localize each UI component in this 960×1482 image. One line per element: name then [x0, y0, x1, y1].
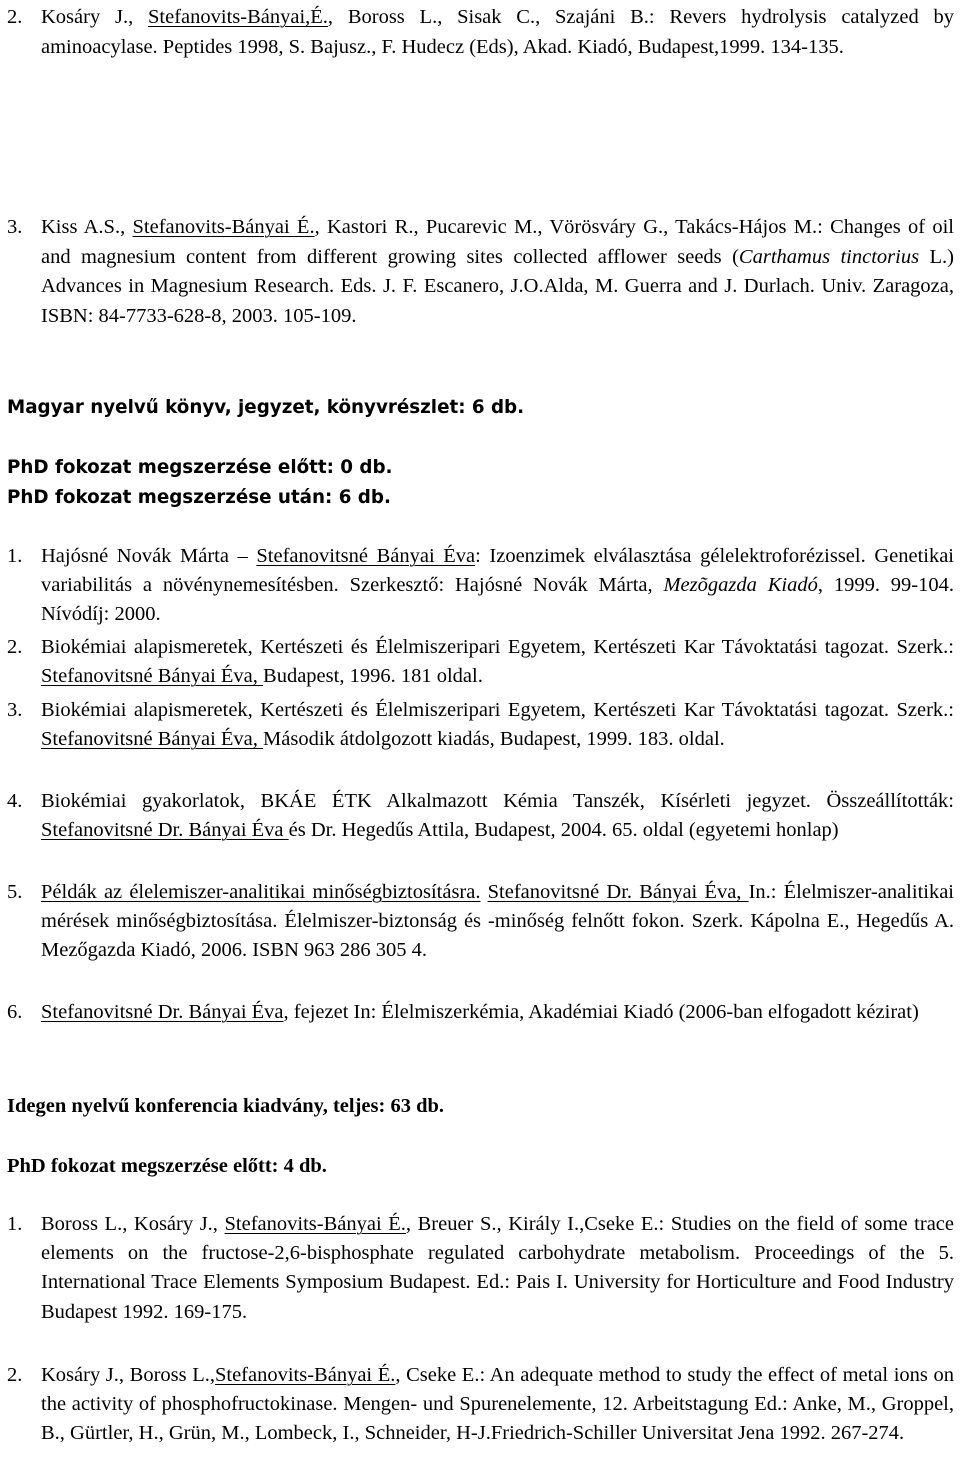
- list-item-text: Kosáry J., Stefanovits-Bányai,É., Boross L., Sisak C., Szajáni B.: Revers hydrolysis catalyzed by aminoacylase. Peptides 1998, S. Bajusz., F. Hudecz (Eds), Akad. Kiadó, Budapest,1999. 134-135.: [41, 6, 954, 58]
- list-item-text: Hajósné Novák Márta – Stefanovitsné Bányai Éva: Izoenzimek elválasztása gélelektroforézissel. Genetikai variabilitás a növénynemesítésben. Szerkesztő: Hajósné Novák Márta, Mezõgazda Kiadó, 1999. 99-104. Nívódíj: 2000.: [41, 545, 955, 626]
- list-item-number: 6.: [7, 1001, 23, 1023]
- author-highlight: Stefanovitsné Bányai Éva: [256, 545, 476, 567]
- chapter-title: Példák az élelemiszer-analitikai minőségbiztosításra.: [41, 881, 481, 903]
- list-item-text: Biokémiai alapismeretek, Kertészeti és Élelmiszeripari Egyetem, Kertészeti Kar Távoktatási tagozat. Szerk.: Stefanovitsné Bányai Éva, Második átdolgozott kiadás, Budapest, 1999. 183. oldal.: [41, 699, 954, 751]
- list-item-text: Stefanovitsné Dr. Bányai Éva, fejezet In: Élelmiszerkémia, Akadémiai Kiadó (2006-ban elfogadott kézirat): [41, 1001, 919, 1023]
- list-item-text: Kosáry J., Boross L.,Stefanovits-Bányai É., Cseke E.: An adequate method to study the effect of metal ions on the activity of phosphofructokinase. Mengen- und Spurenelemente, 12. Arbeitstagung Ed.: Anke, M., Groppel, B., Gürtler, H., Grün, M., Lombeck, I., Schneider, H-J.Friedrich-Schiller Universitat Jena 1992. 267-274.: [41, 1364, 955, 1445]
- author-highlight: Stefanovits-Bányai É.: [214, 1364, 396, 1386]
- list-item: [7, 696, 954, 754]
- list-item: [7, 1361, 954, 1449]
- section-heading-foreign-conf: Idegen nyelvű konferencia kiadvány, teljes: 63 db.: [7, 1095, 444, 1117]
- list-item: [7, 787, 954, 845]
- list-item-text: Biokémiai gyakorlatok, BKÁE ÉTK Alkalmazott Kémia Tanszék, Kísérleti jegyzet. Összeállították: Stefanovitsné Dr. Bányai Éva és Dr. Hegedűs Attila, Budapest, 2004. 65. oldal (egyetemi honlap): [41, 790, 954, 842]
- subheading-phd-before: PhD fokozat megszerzése előtt: 0 db.: [7, 457, 393, 478]
- list-item-number: 1.: [7, 1213, 23, 1235]
- author-highlight: Stefanovitsné Bányai Éva,: [41, 728, 264, 751]
- list-item: [7, 213, 954, 331]
- list-item-number: 5.: [7, 881, 23, 903]
- list-item-number: 2.: [7, 636, 23, 658]
- list-item: [7, 542, 954, 630]
- author-highlight: Stefanovits-Bányai É.: [224, 1213, 406, 1235]
- list-item-number: 1.: [7, 545, 23, 567]
- list-item: [7, 633, 954, 691]
- list-item-text: Példák az élelemiszer-analitikai minőségbiztosításra. Stefanovitsné Dr. Bányai Éva, In.: Élelmiszer-analitikai mérések minőségbiztosítása. Élelmiszer-biztonság és -minőség felnőtt fokon. Szerk. Kápolna E., Hegedűs A. Mezőgazda Kiadó, 2006. ISBN 963 286 305 4.: [41, 881, 955, 962]
- list-item: [7, 998, 954, 1027]
- author-highlight: Stefanovitsné Dr. Bányai Éva,: [487, 881, 749, 903]
- list-item-number: 2.: [7, 6, 23, 28]
- species-name: Carthamus tinctorius: [738, 245, 920, 268]
- subheading-phd-after: PhD fokozat megszerzése után: 6 db.: [7, 487, 391, 508]
- list-item-text: Kiss A.S., Stefanovits-Bányai É., Kastori R., Pucarevic M., Vörösváry G., Takács-Hájos M.: Changes of oil and magnesium content from different growing sites collected afflower seeds (Carthamus tinctorius L.) Advances in Magnesium Research. Eds. J. F. Escanero, J.O.Alda, M. Guerra and J. Durlach. Univ. Zaragoza, ISBN: 84-7733-628-8, 2003. 105-109.: [41, 216, 954, 327]
- author-highlight: Stefanovitsné Dr. Bányai Éva: [41, 1001, 284, 1023]
- list-item-number: 3.: [7, 699, 23, 721]
- author-highlight: Stefanovits-Bányai É.: [132, 216, 315, 238]
- publisher-name: Mezõgazda Kiadó: [663, 574, 818, 597]
- list-item: [7, 1210, 954, 1327]
- author-highlight: Stefanovitsné Bányai Éva,: [41, 665, 264, 688]
- list-item-text: Boross L., Kosáry J., Stefanovits-Bányai É., Breuer S., Király I.,Cseke E.: Studies on the field of some trace elements on the fructose-2,6-bisphosphate regulated carbohydrate metabolism. Proceedings of the 5. International Trace Elements Symposium Budapest. Ed.: Pais I. University for Horticulture and Food Industry Budapest 1992. 169-175.: [41, 1213, 955, 1323]
- list-item: [7, 3, 954, 62]
- list-item-number: 2.: [7, 1364, 23, 1386]
- list-item-text: Biokémiai alapismeretek, Kertészeti és Élelmiszeripari Egyetem, Kertészeti Kar Távoktatási tagozat. Szerk.: Stefanovitsné Bányai Éva, Budapest, 1996. 181 oldal.: [41, 636, 954, 688]
- list-item-number: 4.: [7, 790, 23, 812]
- list-item: [7, 878, 954, 966]
- author-highlight: Stefanovitsné Dr. Bányai Éva: [41, 819, 289, 842]
- subheading-phd-before: PhD fokozat megszerzése előtt: 4 db.: [7, 1155, 327, 1177]
- list-item-number: 3.: [7, 216, 23, 238]
- author-highlight: Stefanovits-Bányai,É.: [148, 6, 328, 28]
- section-heading-hu-book: Magyar nyelvű könyv, jegyzet, könyvrészlet: 6 db.: [7, 397, 525, 418]
